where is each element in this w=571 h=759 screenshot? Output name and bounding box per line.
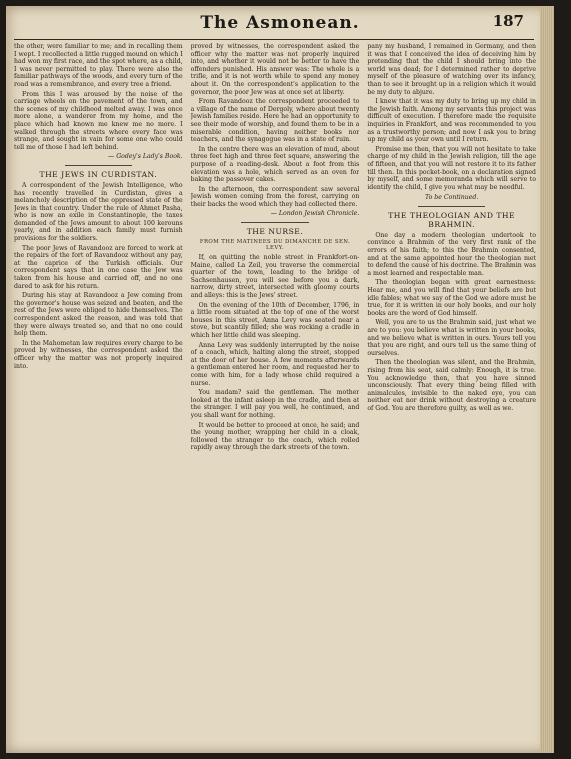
paragraph: pany my husband, I remained in Germany, and then it was that I conceived the idea of deceiving him by pretending that the child I should bring into the world was dead; for I determined rather to deprive myself of the pleasure of watching over its infancy, than to see it brought up in a religion which it would be my duty to abjure. <box>367 43 536 96</box>
paragraph: You madam? said the gentleman. The mother looked at the infant asleep in the cradle, and then at the stranger. I will pay you well, he continued, and you shall want for nothing. <box>190 389 360 419</box>
column-3 <box>367 43 536 747</box>
paragraph: During his stay at Ravandooz a Jew coming from the governor's house was seized and beaten, and the rest of the Jews were obliged to hide themselves. The correspondent asked the reason, and was told that they were always treated so, and that no one could help them. <box>14 292 183 338</box>
paragraph: It would be better to proceed at once, he said; and the young mother, wrapping her child in a cloak, followed the stranger to the coach, which rolled rapidly away through the dark streets of the town. <box>190 421 360 452</box>
paragraph: In the Mahometan law requires every charge to be proved by witnesses, the correspondent asked the officer why the matter was not properly inquired into. <box>14 339 183 370</box>
page-edge <box>540 6 554 753</box>
paragraph: If, on quitting the noble street in Frankfort-on-Maine, called La Zeil, you traverse the commercial quarter of the town, leading to the bridge of Sachsenhausen, you will see before you a dark, narrow, dirty street, intersected with gloomy courts and alleys: this is the Jews' street. <box>190 254 360 300</box>
newspaper-page <box>6 6 554 753</box>
paragraph: In the afternoon, the correspondent saw several Jewish women coming from the forest, carrying on their backs the wood which they had collected there. <box>190 185 360 208</box>
paragraph: The theologian began with great earnestness: Hear me, and you will find that your beliefs are but idle fables; what we say of the God we adore must be true, for it is written in our holy books, and our holy books are the word of God himself. <box>367 279 536 317</box>
section-title: THE THEOLOGIAN AND THE BRAHMIN. <box>388 210 516 229</box>
paragraph: I knew that it was my duty to bring up my child in the Jewish faith. Among my servants this project was difficult of execution. I therefore made the requisite inquiries in Frankfort, and was recommended to you as a trustworthy person; and now I ask you to bring up my child as your own until I return. <box>367 98 536 144</box>
byline: — Godey's Lady's Book. <box>108 153 183 161</box>
paragraph: In the centre there was an elevation of mud, about three feet high and three feet square, answering the purpose of a reading-desk. About a foot from this elevation was a hole, which served as an oven for baking the passover cakes. <box>190 145 360 184</box>
paragraph: Then the theologian was silent, and the Brahmin, rising from his seat, said calmly: Enough, it is true. You acknowledge then, that you have sinned unconsciously. That every thing being filled with animalcules, invisible to the naked eye, you can neither eat nor drink without destroying a creature of God. You are therefore guilty, as well as we. <box>367 359 536 412</box>
page-number: 187 <box>492 12 524 30</box>
to-be-continued: To be Continued. <box>424 194 479 202</box>
paragraph: From Ravandooz the correspondent proceeded to a village of the name of Dergoly, where about twenty Jewish families reside. Here he had an opportunity to see their mode of worship, and found them to be in a miserable condition, having neither books nor teachers, and the synagogue was in a state of ruin. <box>190 98 360 144</box>
section-divider <box>241 222 308 223</box>
masthead-title: The Asmonean. <box>200 13 360 33</box>
section-divider <box>418 206 485 207</box>
running-head <box>6 6 554 40</box>
section-title: THE JEWS IN CURDISTAN. <box>39 169 158 179</box>
paragraph: Promise me then, that you will not hesitate to take charge of my child in the Jewish religion, till the age of fifteen, and that you will not restore it to its father till then. In this pocket-book, on a declaration signed by myself, and some memoranda which will serve to identify the child, I give you what may be needful. <box>367 145 536 191</box>
article-columns <box>14 43 536 747</box>
paragraph: Well, you are to us the Brahmin said, just what we are to you: you believe what is written in your books, and we believe what is written in ours. Yours tell you that you are right, and ours tell us the same thing of ourselves. <box>367 319 536 357</box>
paragraph: One day a modern theologian undertook to convince a Brahmin of the very first rank of the errors of his faith; to this the Brahmin consented, and at the same appointed hour the theologian met to defend the cause of his doctrine. The Brahmin was a most learned and respectable man. <box>367 231 536 277</box>
paragraph: proved by witnesses, the correspondent asked the officer why the matter was not properly inquired into, and whether it would not be better to have the offenders punished. His answer was: The whole is a trifle, and it is not worth while to spend any money about it. On the correspondent's application to the governor, the poor Jew was at once set at liberty. <box>190 43 360 96</box>
paragraph: the other, were familiar to me; and in recalling them I wept. I recollected a little rugged mound on which I had won my first race, and the spot where, as a child, I was never permitted to play. There were also the familiar pathways of the woods, and every turn of the road was a remembrance, and every tree a friend. <box>14 43 183 88</box>
paragraph: On the evening of the 10th of December, 1796, in a little room situated at the top of one of the worst houses in this street, Anna Levy was seated near a stove, but scantily filled; she was rocking a cradle in which her little child was sleeping. <box>190 301 360 339</box>
header-rule <box>14 39 534 40</box>
section-subtitle: FROM THE MATINEES DU DIMANCHE DE SEN. LEVY. <box>199 239 351 252</box>
byline: — London Jewish Chronicle. <box>270 210 360 218</box>
column-2 <box>191 43 360 747</box>
paragraph: From this I was aroused by the noise of the carriage wheels on the pavement of the town, and the scenes of my childhood melted away. I was once more alone, a wanderer from my home, and the place which had known me knew me no more. I walked through the streets where every face was strange, and sought in vain for some one who could tell me of those I had left behind. <box>14 90 183 151</box>
paragraph: A correspondent of the Jewish Intelligence, who has recently travelled in Curdistan, gives a melancholy description of the oppressed state of the Jews in that country. Under the rule of Ahmet Pasha, who is now an exile in Constantinople, the taxes demanded of the Jews amount to about 100 kerouns yearly, and in addition each family must furnish provisions for the soldiers. <box>14 181 183 243</box>
paragraph: The poor Jews of Ravandooz are forced to work at the repairs of the fort of Ravandooz without any pay, at the caprice of the Turkish officials. Our correspondent says that in one case the Jew was taken from his house and carried off, and no one dared to ask for his return. <box>14 244 183 290</box>
column-1 <box>14 43 183 747</box>
paragraph: Anna Levy was suddenly interrupted by the noise of a coach, which, halting along the street, stopped at the door of her house. A few moments afterwards a gentleman entered her room, and requested her to come with him, for a lady whose child required a nurse. <box>190 341 360 387</box>
section-title: THE NURSE. <box>246 227 304 237</box>
section-divider <box>65 165 132 166</box>
